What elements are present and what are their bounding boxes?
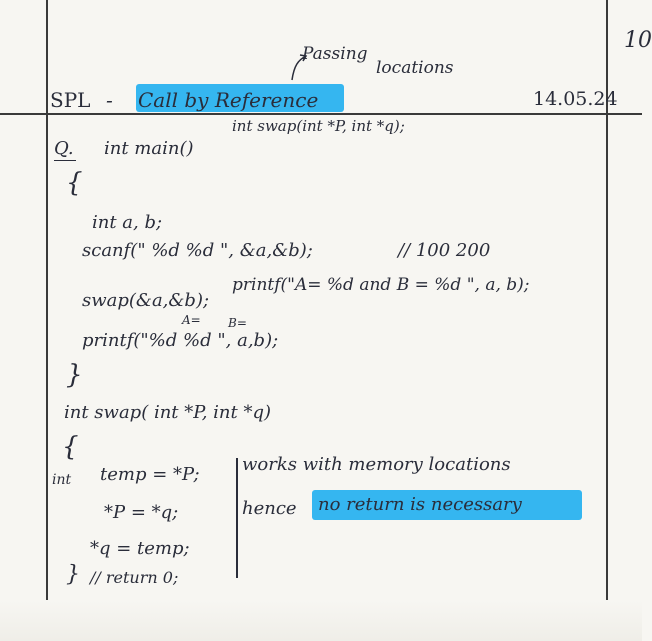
temp-line: temp = *P; xyxy=(100,464,200,485)
swap-close-brace: } xyxy=(66,562,80,587)
question-underline xyxy=(54,160,76,161)
header-rule xyxy=(0,113,642,115)
margin-line xyxy=(46,0,48,641)
main-signature: int main() xyxy=(104,138,194,159)
note-hence: hence xyxy=(242,498,297,519)
swap-int-keyword: int xyxy=(52,472,72,488)
swap-open-brace: { xyxy=(62,432,79,462)
printf-label-b: B= xyxy=(228,316,247,330)
printf-label-a: A= xyxy=(182,313,201,327)
main-close-brace: } xyxy=(66,360,83,390)
subject-label: SPL xyxy=(50,88,91,112)
annotation-passing: Passing xyxy=(302,44,368,64)
printf-line: printf("%d %d ", a,b); xyxy=(82,330,279,351)
main-open-brace: { xyxy=(66,168,83,198)
scanf-comment: // 100 200 xyxy=(398,240,491,261)
note-no-return: no return is necessary xyxy=(318,494,522,515)
swap-prototype: int swap(int *P, int *q); xyxy=(232,117,405,135)
title-dash: - xyxy=(106,88,113,112)
swap-definition: int swap( int *P, int *q) xyxy=(64,402,272,423)
p-assign-line: *P = *q; xyxy=(104,502,179,523)
question-label: Q. xyxy=(54,138,74,159)
q-assign-line: *q = temp; xyxy=(90,538,190,559)
return-comment: // return 0; xyxy=(90,568,179,587)
swap-call-line: swap(&a,&b); xyxy=(82,290,210,311)
scanf-line: scanf(" %d %d ", &a,&b); xyxy=(82,240,313,261)
inline-printf: printf("A= %d and B = %d ", a, b); xyxy=(232,275,530,295)
annotation-locations: locations xyxy=(376,58,454,78)
page-title: Call by Reference xyxy=(138,88,319,112)
page-bottom xyxy=(0,600,642,641)
swap-body-bracket xyxy=(230,458,238,578)
note-works-with-memory: works with memory locations xyxy=(242,454,511,475)
declaration-line: int a, b; xyxy=(92,212,163,233)
page-number: 10 xyxy=(624,28,652,53)
date: 14.05.24 xyxy=(533,88,618,110)
